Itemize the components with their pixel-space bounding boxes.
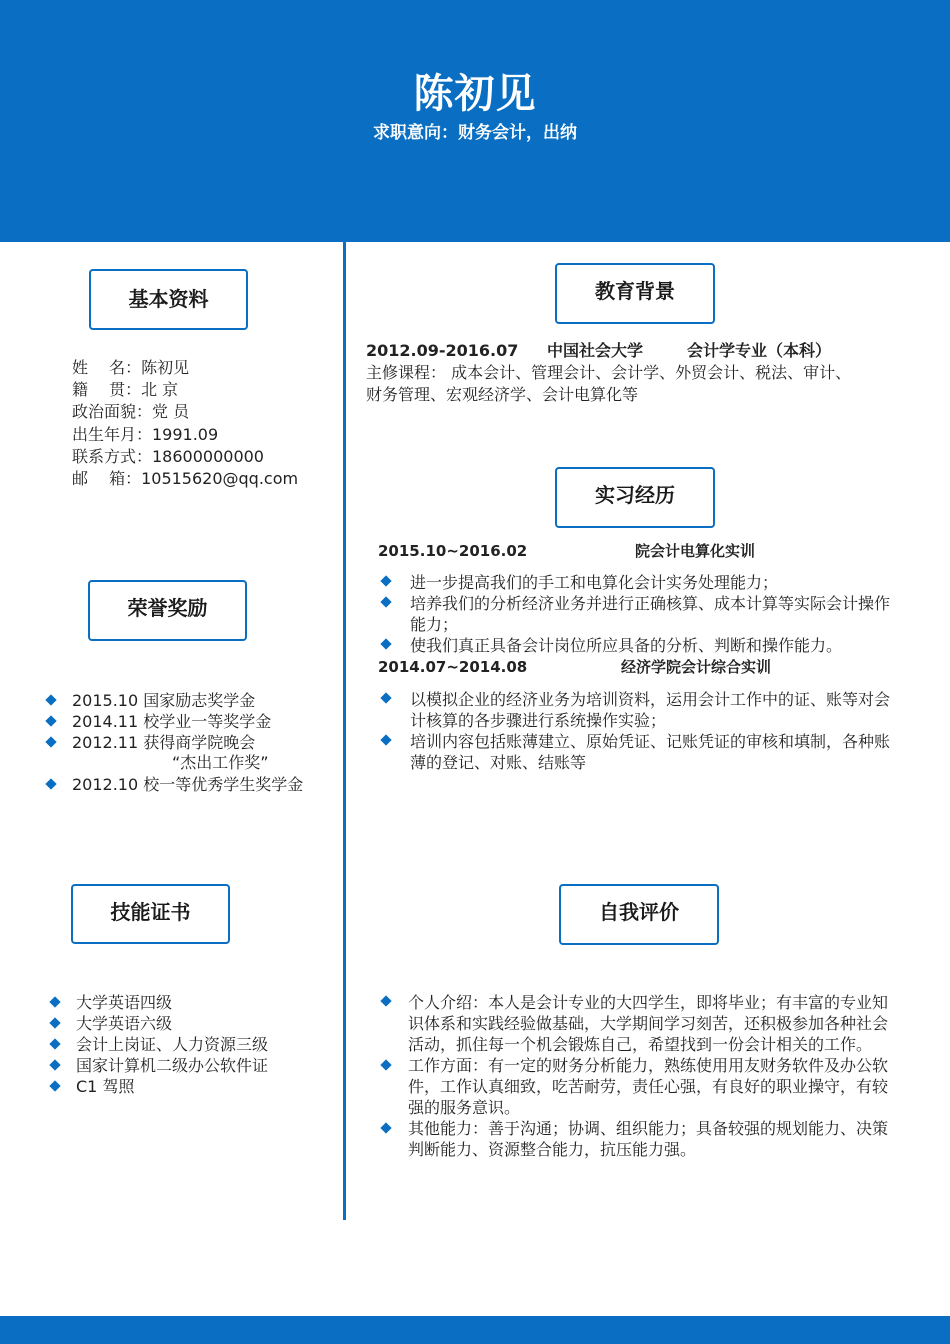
job-point: 培养我们的分析经济业务并进行正确核算、成本计算等实际会计操作能力； [410,594,891,634]
self-eval-point: 工作方面：有一定的财务分析能力，熟练使用用友财务软件及办公软件，工作认真细致，吃苦耐劳，责任心强，有良好的职业操守，有较强的服务意识。 [408,1056,889,1117]
section-title-skills: 技能证书 [110,900,191,924]
section-internship [555,467,715,528]
section-title-self-evaluation: 自我评价 [599,900,679,924]
basic-info-email: 邮 箱：10515620@qq.com [72,469,299,488]
bullet-icon [380,734,391,745]
bullet-icon [49,1017,60,1028]
skill-item: 会计上岗证、人力资源三级 [76,1035,269,1054]
job-name: 院会计电算化实训 [635,542,756,560]
honor-item: 2012.10 校一等优秀学生奖学金 [72,775,304,794]
bullet-icon [380,1122,391,1133]
bullet-icon [380,1059,391,1070]
bullet-icon [49,1038,60,1049]
job-name: 经济学院会计综合实训 [621,658,772,676]
job-point: 使我们真正具备会计岗位所应具备的分析、判断和操作能力。 [410,636,843,655]
basic-info-birth: 出生年月：1991.09 [72,425,219,444]
basic-info-political: 政治面貌：党 员 [72,402,190,421]
honor-item-continued: “杰出工作奖” [172,753,269,772]
section-skills [71,884,230,944]
job-period: 2015.10~2016.02 [378,542,528,560]
skill-item: 大学英语四级 [76,993,173,1012]
honor-item: 2014.11 校学业一等奖学金 [72,712,272,731]
section-honors [88,580,247,641]
section-title-basic-info: 基本资料 [128,287,209,311]
skill-item: 大学英语六级 [76,1014,173,1033]
education-period: 2012.09-2016.07 [366,341,519,360]
bullet-icon [49,996,60,1007]
honor-item: 2012.11 获得商学院晚会 [72,733,256,752]
job-point: 以模拟企业的经济业务为培训资料，运用会计工作中的证、账等对会计核算的各步骤进行系统操作实验； [410,690,891,730]
job-intention: 求职意向：财务会计，出纳 [373,123,577,143]
education-courses-continued: 财务管理、宏观经济学、会计电算化等 [366,385,639,404]
footer-banner [0,1316,950,1344]
self-eval-point: 其他能力：善于沟通；协调、组织能力；具备较强的规划能力、决策判断能力、资源整合能力，抗压能力强。 [408,1119,889,1159]
bullet-icon [45,778,56,789]
section-self-evaluation [559,884,719,945]
bullet-icon [45,715,56,726]
job-point: 培训内容包括账薄建立、原始凭证、记账凭证的审核和填制，各种账薄的登记、对账、结账等 [410,732,891,772]
section-education [555,263,715,324]
basic-info-phone: 联系方式：18600000000 [72,447,264,466]
bullet-icon [49,1059,60,1070]
section-basic-info [89,269,248,330]
bullet-icon [380,995,391,1006]
section-title-honors: 荣誉奖励 [127,596,208,620]
education-major: 会计学专业（本科） [687,341,832,360]
bullet-icon [45,736,56,747]
skill-item: 国家计算机二级办公软件证 [76,1056,269,1075]
job-point: 进一步提高我们的手工和电算化会计实务处理能力； [410,573,779,592]
bullet-icon [380,575,391,586]
bullet-icon [45,694,56,705]
skill-item: C1 驾照 [76,1077,135,1096]
job-period: 2014.07~2014.08 [378,658,528,676]
section-title-education: 教育背景 [595,279,675,303]
bullet-icon [49,1080,60,1091]
self-eval-point: 个人介绍：本人是会计专业的大四学生，即将毕业；有丰富的专业知识体系和实践经验做基础，大学期间学习刻苦，还积极参加各种社会活动，抓住每一个机会锻炼自己，希望找到一份会计相关的工作。 [408,993,889,1054]
honor-item: 2015.10 国家励志奖学金 [72,691,256,710]
education-school: 中国社会大学 [547,341,644,360]
education-courses: 主修课程： 成本会计、管理会计、会计学、外贸会计、税法、审计、 [366,363,852,382]
basic-info-name: 姓 名：陈初见 [72,358,190,377]
bullet-icon [380,638,391,649]
bullet-icon [380,692,391,703]
section-title-internship: 实习经历 [595,483,675,507]
bullet-icon [380,596,391,607]
column-divider [343,242,346,1220]
basic-info-hometown: 籍 贯：北 京 [72,380,179,399]
candidate-name: 陈初见 [413,71,537,117]
